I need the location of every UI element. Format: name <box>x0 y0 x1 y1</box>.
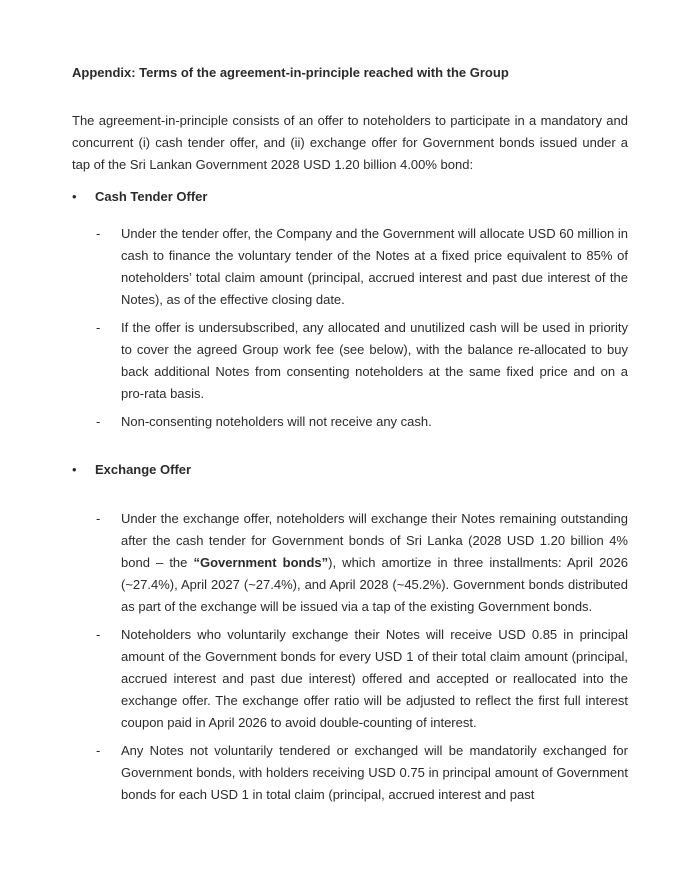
term-item-text <box>121 740 628 806</box>
term-text-segment: Non-consenting noteholders will not receive any cash. <box>121 414 432 429</box>
term-text-segment: Under the exchange offer, noteholders will exchange their Notes remaining outstanding after the cash tender for Government bonds of Sri Lanka (2028 USD 1.20 billion 4% bond – the <box>121 511 628 570</box>
term-text-segment: ), which amortize in three installments: April 2026 (~27.4%), April 2027 (~27.4%), and April 2028 (~45.2%). Government bonds distributed as part of the exchange will be issued via a tap of the existing Government bonds. <box>121 555 629 614</box>
term-item-text <box>121 624 628 734</box>
term-item <box>72 508 628 618</box>
dash-marker-icon: - <box>96 226 101 241</box>
section-heading <box>72 459 628 481</box>
term-item-text <box>121 317 628 405</box>
term-item <box>72 411 628 433</box>
section-heading <box>72 186 628 208</box>
term-text-segment: Any Notes not voluntarily tendered or exchanged will be mandatorily exchanged for Government bonds, with holders receiving USD 0.75 in principal amount of Government bonds for each USD 1 in total claim (principal, accrued interest and past <box>121 743 628 802</box>
dash-marker-icon: - <box>96 320 101 335</box>
term-item <box>72 624 628 734</box>
term-text-segment: If the offer is undersubscribed, any allocated and unutilized cash will be used in priority to cover the agreed Group work fee (see below), with the balance re-allocated to buy back additional Notes from consenting noteholders at the same fixed price and on a pro-rata basis. <box>121 320 628 401</box>
bullet-marker-icon: • <box>72 462 77 477</box>
term-item <box>72 317 628 405</box>
dash-marker-icon: - <box>96 743 101 758</box>
section-heading-label: Exchange Offer <box>95 462 192 477</box>
appendix-title: Appendix: Terms of the agreement-in-principle reached with the Group <box>72 65 509 80</box>
term-item-text <box>121 411 628 433</box>
intro-paragraph: The agreement-in-principle consists of an offer to noteholders to participate in a mandatory and concurrent (i) cash tender offer, and (ii) exchange offer for Government bonds issued under a tap of the Sri Lankan Government 2028 USD 1.20 billion 4.00% bond: <box>72 113 628 172</box>
term-item-text <box>121 223 628 311</box>
term-text-segment: Under the tender offer, the Company and the Government will allocate USD 60 million in cash to finance the voluntary tender of the Notes at a fixed price equivalent to 85% of noteholders’ total claim amount (principal, accrued interest and past due interest of the Notes), as of the effective closing date. <box>121 226 628 307</box>
section-heading-label: Cash Tender Offer <box>95 189 208 204</box>
bullet-marker-icon: • <box>72 189 77 204</box>
term-item <box>72 740 628 806</box>
term-item <box>72 223 628 311</box>
dash-marker-icon: - <box>96 511 101 526</box>
dash-marker-icon: - <box>96 627 101 642</box>
defined-term: “Government bonds” <box>193 555 329 570</box>
sections-container <box>72 186 628 806</box>
section-cash-tender-offer <box>72 186 628 433</box>
section-exchange-offer <box>72 459 628 806</box>
term-item-text <box>121 508 628 618</box>
dash-marker-icon: - <box>96 414 101 429</box>
term-text-segment: Noteholders who voluntarily exchange their Notes will receive USD 0.85 in principal amount of the Government bonds for every USD 1 of their total claim amount (principal, accrued interest and past due interest) offered and accepted or reallocated into the exchange offer. The exchange offer ratio will be adjusted to reflect the first full interest coupon paid in April 2026 to avoid double-counting of interest. <box>121 627 628 730</box>
